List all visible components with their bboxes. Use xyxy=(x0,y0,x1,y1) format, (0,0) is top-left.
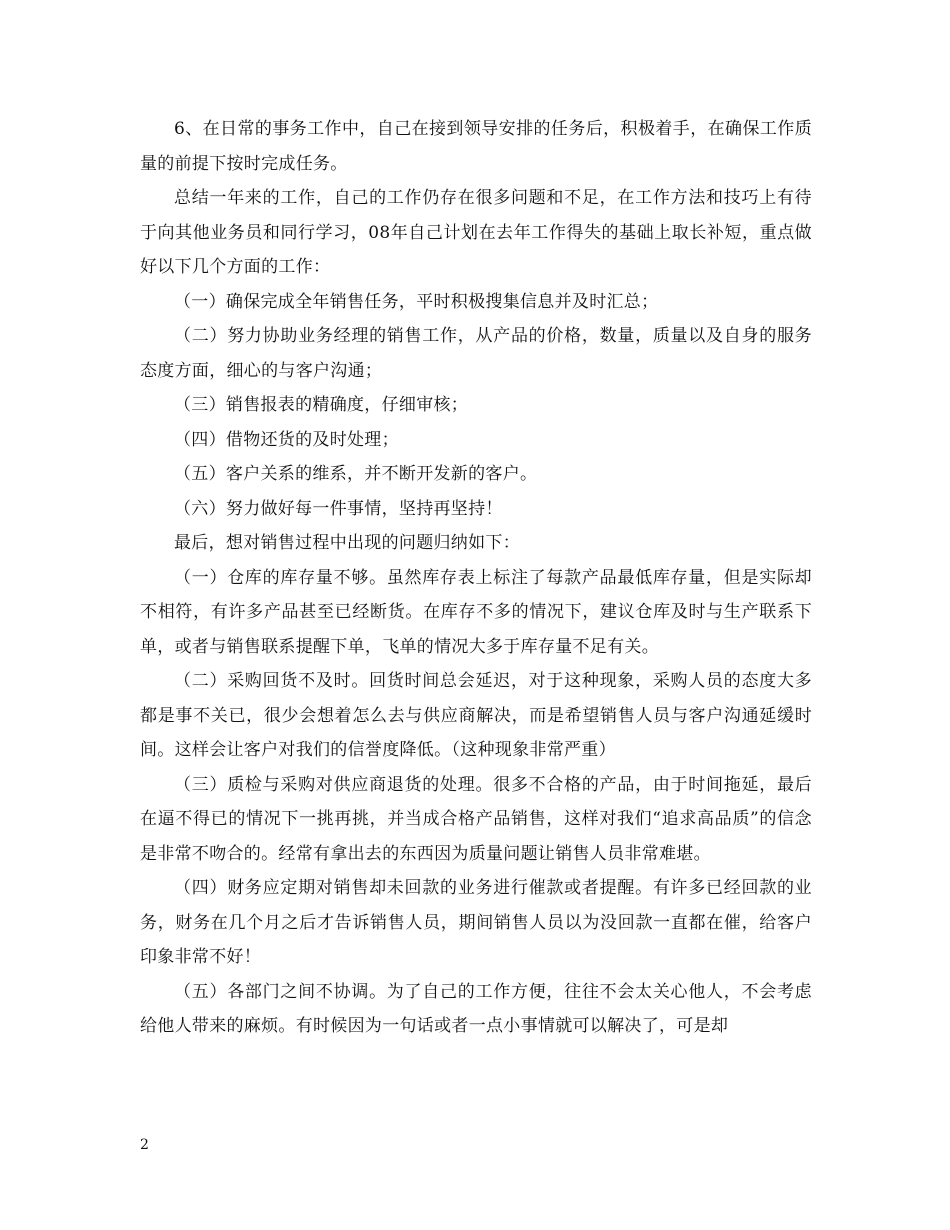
paragraph: （六）努力做好每一件事情，坚持再坚持！ xyxy=(174,498,503,519)
paragraph: （三）销售报表的精确度，仔细审核； xyxy=(174,395,469,415)
paragraph: （五）客户关系的维系，并不断开发新的客户。 xyxy=(174,464,538,484)
paragraph: 最后，想对销售过程中出现的问题归纳如下： xyxy=(174,533,520,553)
page-number: 2 xyxy=(140,1137,149,1153)
paragraph: （四）借物还货的及时处理； xyxy=(174,429,399,450)
paragraph: （五）各部门之间不协调。为了自己的工作方便，往往不会太关心他人，不会考虑给他人带来的麻烦。有时候因为一句话或者一点小事情就可以解决了，可是却 xyxy=(140,981,812,1036)
paragraph: （二）采购回货不及时。回货时间总会延迟，对于这种现象，采购人员的态度大多都是事不关已，很少会想着怎么去与供应商解决，而是希望销售人员与客户沟通延缓时间。这样会让客户对我们的信誉度降低。（这种现象非常严重） xyxy=(140,671,812,760)
paragraph: （三）质检与采购对供应商退货的处理。很多不合格的产品，由于时间拖延，最后在逼不得已的情况下一挑再挑，并当成合格产品销售，这样对我们“追求高品质”的信念是非常不吻合的。经常有拿出去的东西因为质量问题让销售人员非常难堪。 xyxy=(140,774,812,864)
paragraph: （二）努力协助业务经理的销售工作，从产品的价格，数量，质量以及自身的服务态度方面，细心的与客户沟通； xyxy=(140,326,812,381)
document-body xyxy=(140,112,812,1044)
paragraph: 总结一年来的工作，自己的工作仍存在很多问题和不足，在工作方法和技巧上有待于向其他业务员和同行学习，08年自己计划在去年工作得失的基础上取长补短，重点做好以下几个方面的工作： xyxy=(140,188,812,277)
paragraph: 6、在日常的事务工作中，自己在接到领导安排的任务后，积极着手，在确保工作质量的前提下按时完成任务。 xyxy=(140,119,812,174)
paragraph: （一）仓库的库存量不够。虽然库存表上标注了每款产品最低库存量，但是实际却不相符，有许多产品甚至已经断货。在库存不多的情况下，建议仓库及时与生产联系下单，或者与销售联系提醒下单，飞单的情况大多于库存量不足有关。 xyxy=(140,567,812,657)
paragraph: （四）财务应定期对销售却未回款的业务进行催款或者提醒。有许多已经回款的业务，财务在几个月之后才告诉销售人员，期间销售人员以为没回款一直都在催，给客户印象非常不好！ xyxy=(140,878,812,967)
paragraph: （一）确保完成全年销售任务，平时积极搜集信息并及时汇总； xyxy=(174,291,659,312)
